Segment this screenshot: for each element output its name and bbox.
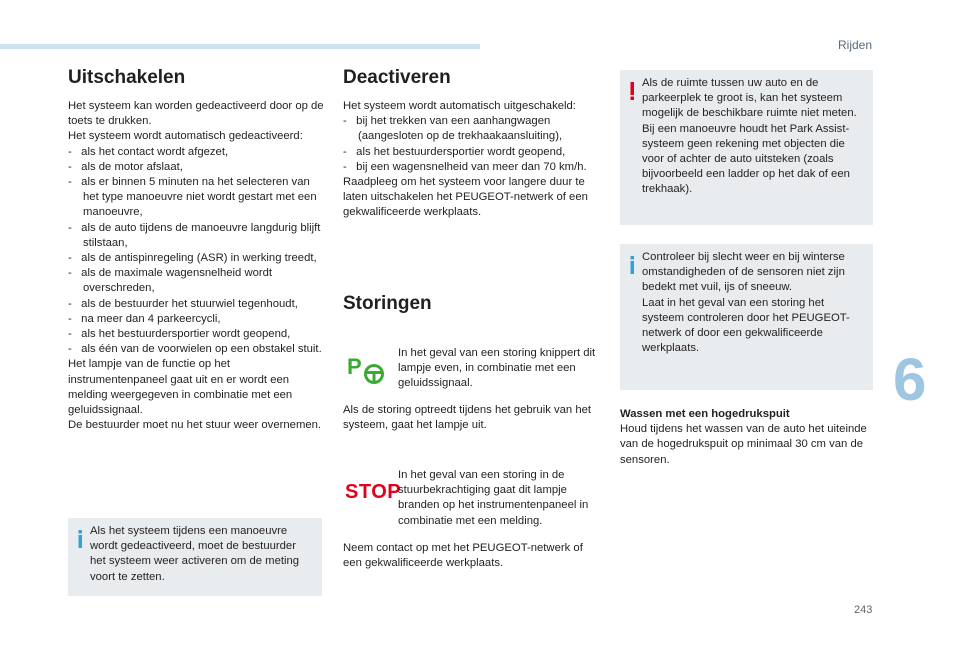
list-item: - als het bestuurdersportier wordt geopend, bbox=[343, 145, 566, 158]
p-steering-icon bbox=[346, 350, 388, 390]
list-item: - als het bestuurdersportier wordt geopend, bbox=[68, 328, 291, 341]
info-icon bbox=[75, 530, 85, 548]
page-number: 243 bbox=[854, 604, 873, 616]
info-box-right bbox=[620, 244, 873, 390]
list-item: - als de motor afslaat, bbox=[68, 160, 183, 173]
list-item: - als de maximale wagensnelheid wordt overschreden, bbox=[68, 267, 273, 295]
p-icon-letter: P bbox=[347, 354, 362, 379]
info-icon bbox=[627, 256, 637, 274]
info-box-left bbox=[68, 518, 322, 596]
wash-title: Wassen met een hogedrukspuit bbox=[620, 408, 790, 420]
left-text bbox=[68, 99, 324, 433]
paragraph: Raadpleeg om het systeem voor langere duur te laten uitschakelen het PEUGEOT-netwerk of een gekwalificeerde werkplaats. bbox=[343, 176, 588, 219]
warning-icon bbox=[627, 82, 637, 100]
list-item: - als er binnen 5 minuten na het selecteren van het type manoeuvre niet wordt gestart met een manoeuvre, bbox=[68, 176, 317, 219]
heading-deactiveren: Deactiveren bbox=[343, 67, 451, 88]
fault-text bbox=[343, 403, 601, 433]
warning-box bbox=[620, 70, 873, 225]
paragraph: Als de storing optreedt tijdens het gebruik van het systeem, gaat het lampje uit. bbox=[343, 404, 592, 432]
list-item: - bij een wagensnelheid van meer dan 70 km/h. bbox=[343, 160, 587, 173]
header-bar bbox=[0, 44, 480, 49]
warning-text: Bij een manoeuvre houdt het Park Assist-systeem geen rekening met objecten die voor of achter de auto uitsteken (zoals bijvoorbeeld een ladder op het dak of een trekhaak). bbox=[642, 122, 850, 196]
info-text: Controleer bij slecht weer en bij winterse omstandigheden of de sensoren niet zijn bedekt met vuil, ijs of sneeuw. bbox=[642, 251, 845, 294]
heading-uitschakelen: Uitschakelen bbox=[68, 67, 186, 88]
fault-warning-2 bbox=[398, 468, 598, 529]
wash-text: Houd tijdens het wassen van de auto het uiteinde van de hogedrukspuit op minimaal 30 cm van de sensoren. bbox=[620, 423, 867, 466]
list-item: - als de auto tijdens de manoeuvre langdurig blijft stilstaan, bbox=[68, 221, 321, 249]
chapter-number: 6 bbox=[893, 346, 927, 413]
list-item: - als het contact wordt afgezet, bbox=[68, 145, 229, 158]
stop-warning-lamp: STOP bbox=[345, 481, 402, 503]
list-item: - als de antispinregeling (ASR) in werking treedt, bbox=[68, 252, 317, 265]
warning-text: Als de ruimte tussen uw auto en de parkeerplek te groot is, kan het systeem mogelijk de beschikbare ruimte niet meten. bbox=[642, 77, 857, 120]
list-item: - als één van de voorwielen op een obstakel stuit. bbox=[68, 343, 322, 356]
paragraph: Neem contact op met het PEUGEOT-netwerk of een gekwalificeerde werkplaats. bbox=[343, 542, 583, 570]
paragraph: Het lampje van de functie op het instrumentenpaneel gaat uit en er wordt een melding weergegeven in combinatie met een geluidssignaal. bbox=[68, 358, 293, 417]
heading-storingen: Storingen bbox=[343, 293, 432, 314]
contact-text bbox=[343, 541, 601, 571]
paragraph: Het systeem kan worden gedeactiveerd door op de toets te drukken. bbox=[68, 100, 324, 128]
park-assist-warning-lamp bbox=[346, 350, 388, 390]
info-text: Als het systeem tijdens een manoeuvre wordt gedeactiveerd, moet de bestuurder het systeem weer activeren om de meting voort te zetten. bbox=[90, 525, 300, 583]
info-text: Laat in het geval van een storing het systeem controleren door het PEUGEOT-netwerk of door een gekwalificeerde werkplaats. bbox=[642, 296, 850, 355]
wash-section bbox=[620, 407, 870, 468]
paragraph: Het systeem wordt automatisch uitgeschakeld: bbox=[343, 100, 576, 112]
section-title: Rijden bbox=[838, 38, 873, 52]
paragraph: Het systeem wordt automatisch gedeactiveerd: bbox=[68, 130, 303, 143]
fault-warning-1 bbox=[398, 346, 598, 392]
list-item: - bij het trekken van een aanhangwagen (aangesloten op de trekhaakaansluiting), bbox=[343, 115, 563, 143]
paragraph: In het geval van een storing knippert dit lampje even, in combinatie met een geluidssignaal. bbox=[398, 347, 596, 390]
paragraph: De bestuurder moet nu het stuur weer overnemen. bbox=[68, 419, 322, 432]
list-item: - als de bestuurder het stuurwiel tegenhoudt, bbox=[68, 297, 298, 310]
deactivate-text bbox=[343, 99, 601, 221]
list-item: - na meer dan 4 parkeercycli, bbox=[68, 312, 221, 325]
paragraph: In het geval van een storing in de stuurbekrachtiging gaat dit lampje branden op het instrumentenpaneel in combinatie met een melding. bbox=[398, 469, 589, 527]
